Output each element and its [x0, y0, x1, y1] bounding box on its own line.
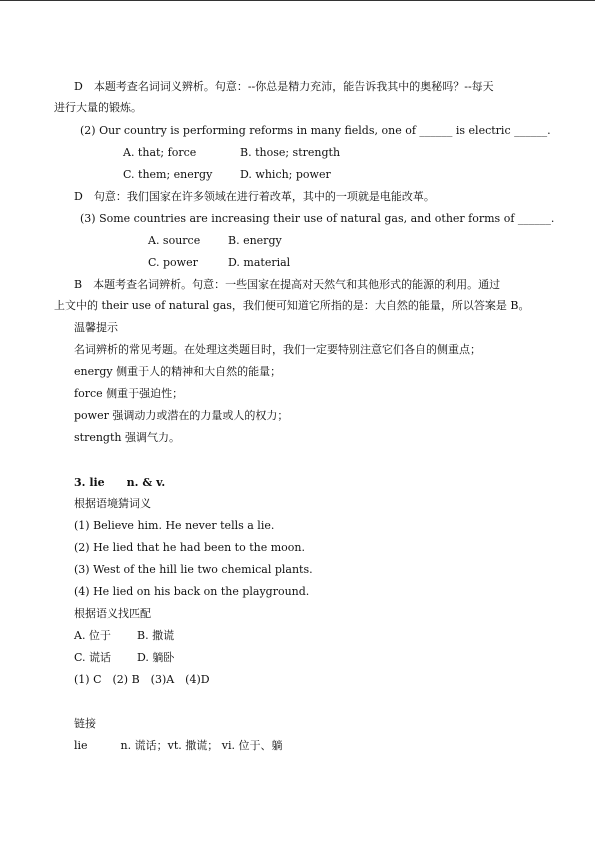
q2-option-d: D. which; power: [240, 168, 331, 181]
q2-option-a: A. that; force: [123, 146, 197, 159]
match-answer: (1) C (2) B (3)A (4)D: [74, 673, 210, 686]
tip-item-power: power 强调动力或潜在的力量或人的权力；: [74, 409, 289, 422]
link-title: 链接: [74, 717, 96, 730]
tip-item-energy: energy 侧重于人的精神和大自然的能量；: [74, 365, 282, 378]
match-option-a: A. 位于: [74, 629, 111, 642]
q1-answer-line2: 进行大量的锻炼。: [54, 101, 142, 114]
tip-intro: 名词辨析的常见考题。在处理这类题目时，我们一定要特别注意它们各自的侧重点；: [74, 343, 481, 356]
match-title: 根据语义找匹配: [74, 607, 151, 620]
q3-stem: (3) Some countries are increasing their use of natural gas, and other forms of ______.: [80, 212, 555, 225]
q2-option-b: B. those; strength: [240, 146, 341, 159]
match-option-c: C. 谎话: [74, 651, 112, 664]
q2-option-c: C. them; energy: [123, 168, 213, 181]
tip-item-strength: strength 强调气力。: [74, 431, 180, 444]
page-top-rule: [0, 0, 595, 1]
q3-option-a: A. source: [148, 234, 201, 247]
q3-answer-line2: 上文中的 their use of natural gas，我们便可知道它所指的是：大自然的能量，所以答案是 B。: [54, 299, 530, 312]
match-option-d: D. 躺卧: [137, 651, 175, 664]
match-option-b: B. 撒谎: [137, 629, 175, 642]
sentence-1: (1) Believe him. He never tells a lie.: [74, 519, 275, 532]
q3-option-b: B. energy: [228, 234, 282, 247]
q2-answer: D 句意：我们国家在许多领域在进行着改革，其中的一项就是电能改革。: [74, 190, 435, 203]
sentence-3: (3) West of the hill lie two chemical plants.: [74, 563, 313, 576]
sentence-2: (2) He lied that he had been to the moon.: [74, 541, 305, 554]
q3-answer-line1: B 本题考查名词辨析。句意：一些国家在提高对天然气和其他形式的能源的利用。通过: [74, 278, 501, 291]
sentence-4: (4) He lied on his back on the playground.: [74, 585, 310, 598]
guess-title: 根据语境猜词义: [74, 497, 151, 510]
tip-item-force: force 侧重于强迫性；: [74, 387, 184, 400]
q3-option-c: C. power: [148, 256, 198, 269]
q2-stem: (2) Our country is performing reforms in many fields, one of ______ is electric ______.: [80, 124, 551, 137]
section-heading: 3. lie n. & v.: [74, 476, 166, 489]
link-line: lie n. 谎话；vt. 撒谎； vi. 位于、躺: [74, 739, 283, 752]
q1-answer-line1: D 本题考查名词词义辨析。句意：--你总是精力充沛，能告诉我其中的奥秘吗？--每天: [74, 80, 494, 93]
tip-title: 温馨提示: [74, 321, 118, 334]
q3-option-d: D. material: [228, 256, 291, 269]
